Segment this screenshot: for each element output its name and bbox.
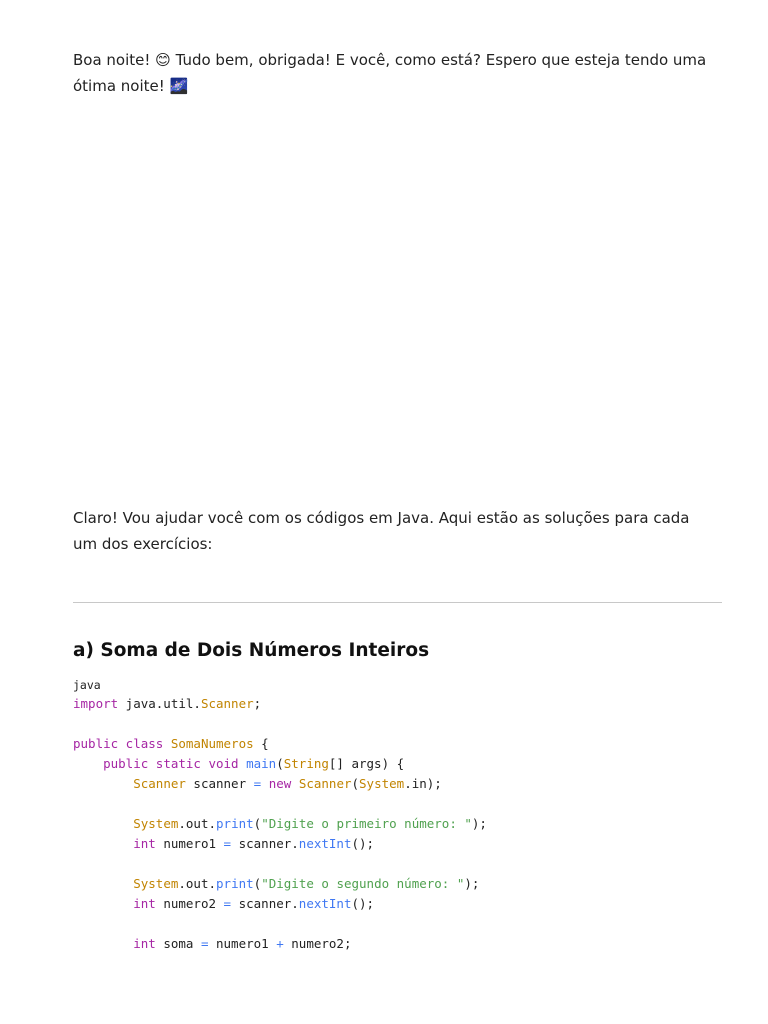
code-token: );	[464, 876, 480, 891]
code-token: Scanner	[133, 776, 186, 791]
code-token: print	[216, 876, 254, 891]
assistant-message-intro: Claro! Vou ajudar você com os códigos em Java. Aqui estão as soluções para cada um dos exercícios:	[73, 509, 690, 553]
code-line	[73, 874, 722, 894]
code-token: scanner.	[231, 896, 299, 911]
code-token: scanner	[185, 776, 254, 791]
code-line	[73, 794, 722, 814]
code-token: int	[133, 836, 156, 851]
code-token: (	[253, 816, 262, 831]
code-token: .out.	[178, 816, 217, 831]
code-language-label: java	[73, 678, 101, 692]
code-token: );	[471, 816, 487, 831]
code-token: int	[133, 896, 156, 911]
code-token: ();	[351, 896, 375, 911]
code-token: numero1	[155, 836, 224, 851]
code-token: +	[276, 936, 284, 951]
code-line	[73, 694, 722, 714]
code-token: ;	[253, 696, 262, 711]
code-line	[73, 834, 722, 854]
code-token: numero2	[155, 896, 224, 911]
code-lines	[73, 694, 722, 954]
code-token	[73, 876, 133, 891]
code-token: numero2;	[283, 936, 352, 951]
code-token: System	[359, 776, 405, 791]
code-token	[73, 756, 103, 771]
code-line	[73, 774, 722, 794]
code-token	[73, 816, 133, 831]
code-token: new	[261, 776, 299, 791]
code-token: public class	[73, 736, 171, 751]
code-line	[73, 914, 722, 934]
assistant-message-greeting: Boa noite! 😊 Tudo bem, obrigada! E você, como está? Espero que esteja tendo uma ótima noite! 🌌	[73, 51, 707, 95]
code-token: nextInt	[298, 836, 352, 851]
code-token: import	[73, 696, 119, 711]
code-token: [] args) {	[328, 756, 405, 771]
code-token: (	[276, 756, 284, 771]
section-divider	[73, 602, 722, 603]
code-token: int	[133, 936, 156, 951]
code-token: print	[216, 816, 254, 831]
code-token	[73, 936, 133, 951]
code-token: Scanner	[298, 776, 352, 791]
code-token: numero1	[208, 936, 277, 951]
code-block	[73, 676, 722, 954]
code-token: System	[133, 876, 179, 891]
code-token: String	[283, 756, 329, 771]
code-token: .in);	[404, 776, 442, 791]
code-token: =	[223, 896, 232, 911]
code-token: "Digite o primeiro número: "	[261, 816, 472, 831]
code-line	[73, 854, 722, 874]
code-token: java.util.	[118, 696, 201, 711]
code-token: =	[253, 776, 262, 791]
code-token: main	[246, 756, 277, 771]
code-token: public static void	[103, 756, 247, 771]
code-token	[73, 896, 133, 911]
code-token: System	[133, 816, 179, 831]
code-token: "Digite o segundo número: "	[261, 876, 465, 891]
code-token	[73, 776, 133, 791]
code-token: scanner.	[231, 836, 299, 851]
code-line	[73, 934, 722, 954]
code-line	[73, 734, 722, 754]
code-line	[73, 714, 722, 734]
code-token: (	[351, 776, 360, 791]
code-line	[73, 894, 722, 914]
code-token: Scanner	[200, 696, 254, 711]
code-token: (	[253, 876, 262, 891]
code-line	[73, 814, 722, 834]
code-token: =	[200, 936, 209, 951]
code-token: soma	[155, 936, 201, 951]
code-token	[73, 836, 133, 851]
section-heading: a) Soma de Dois Números Inteiros	[73, 640, 430, 661]
code-token: SomaNumeros	[170, 736, 254, 751]
code-token: .out.	[178, 876, 217, 891]
code-line	[73, 754, 722, 774]
code-token: =	[223, 836, 232, 851]
code-token: {	[253, 736, 269, 751]
code-token: nextInt	[298, 896, 352, 911]
code-token: ();	[351, 836, 375, 851]
